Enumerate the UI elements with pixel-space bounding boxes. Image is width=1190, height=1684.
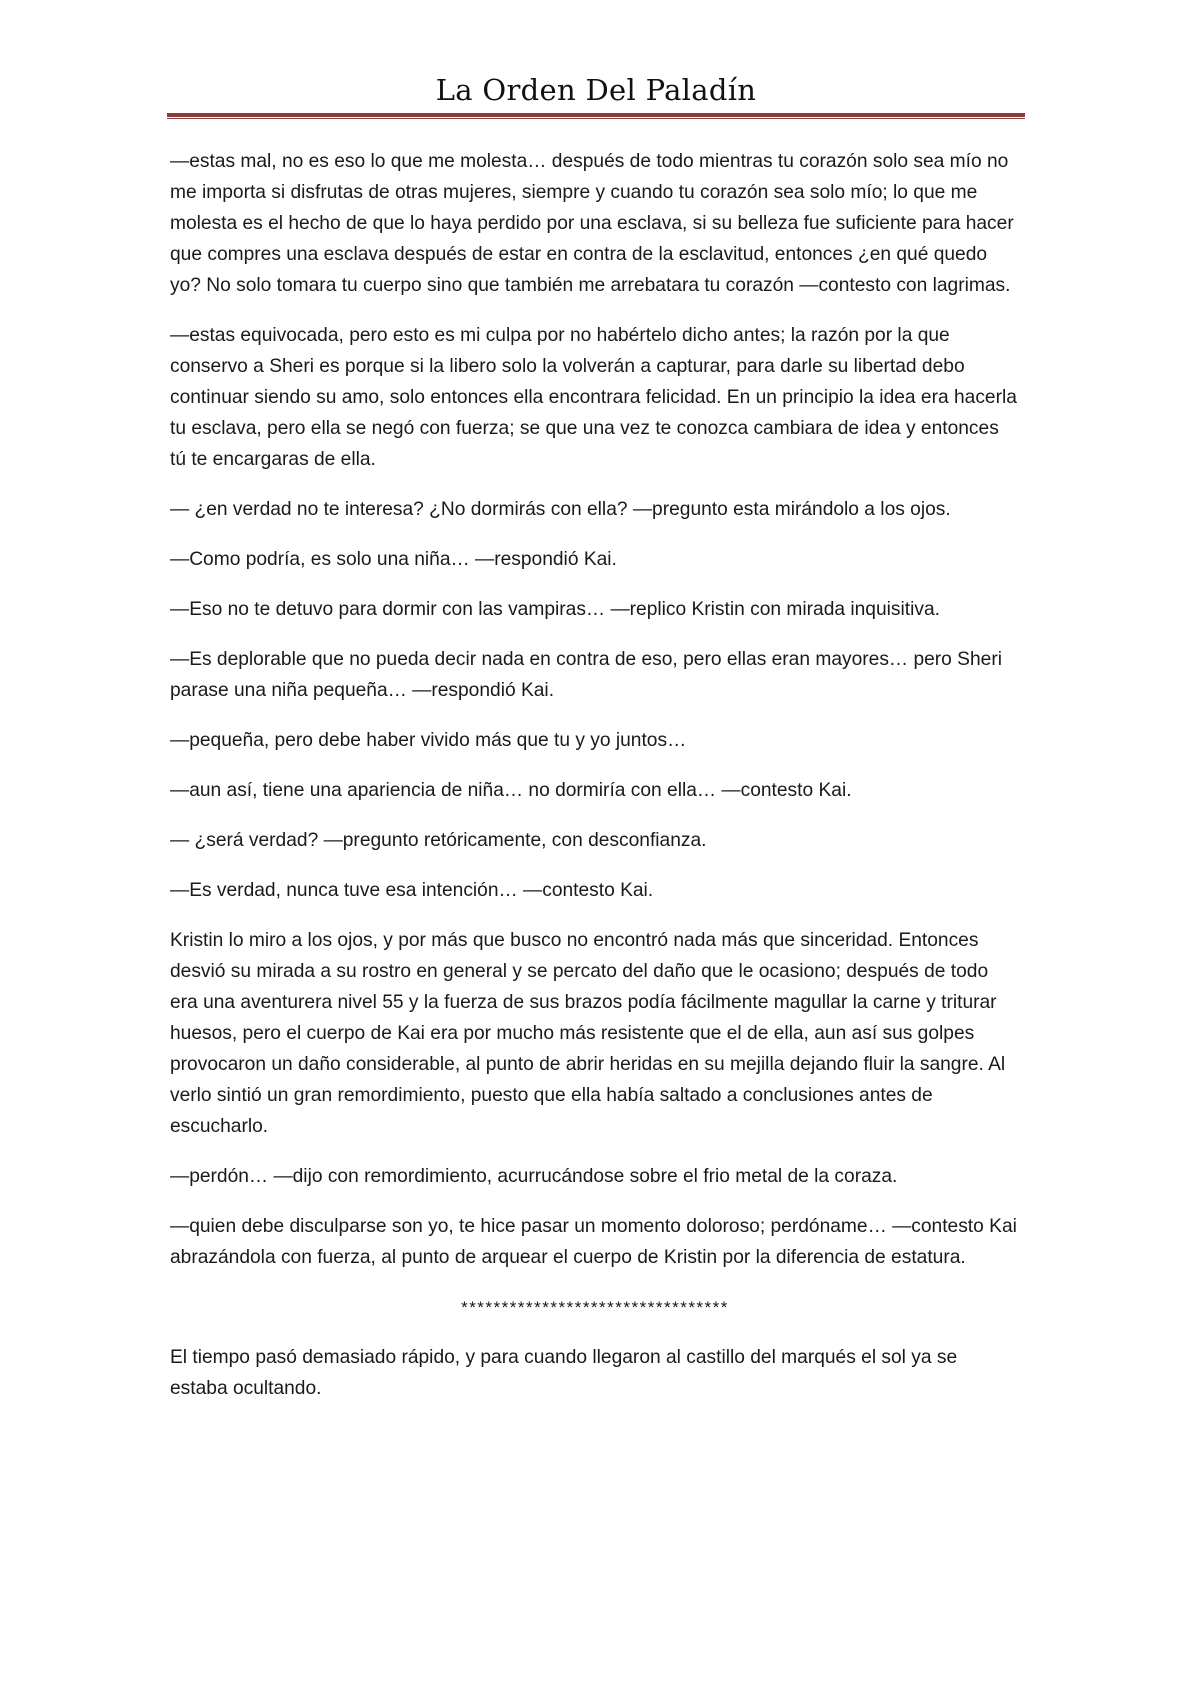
paragraph: Kristin lo miro a los ojos, y por más que busco no encontró nada más que sinceridad. Entonces desvió su mirada a su rostro en general y se percato del daño que le ocasiono; después de todo era una aventurera nivel 55 y la fuerza de sus brazos podía fácilmente magullar la carne y triturar huesos, pero el cuerpo de Kai era por mucho más resistente que el de ella, aun así sus golpes provocaron un daño considerable, al punto de abrir heridas en su mejilla dejando fluir la sangre. Al verlo sintió un gran remordimiento, puesto que ella había saltado a conclusiones antes de escucharlo.	[170, 930, 1006, 1137]
paragraph: —estas equivocada, pero esto es mi culpa por no habértelo dicho antes; la razón por la que conservo a Sheri es porque si la libero solo la volverán a capturar, para darle su libertad debo continuar siendo su amo, solo entonces ella encontrara felicidad. En un principio la idea era hacerla tu esclava, pero ella se negó con fuerza; se que una vez te conozca cambiara de idea y entonces tú te encargaras de ella.	[170, 325, 1017, 470]
page-header	[167, 70, 1025, 110]
paragraph: —Como podría, es solo una niña… —respondió Kai.	[170, 549, 617, 570]
scene-separator: *********************************	[461, 1298, 729, 1317]
body-text	[170, 146, 1020, 1423]
paragraph: —aun así, tiene una apariencia de niña… no dormiría con ella… —contesto Kai.	[170, 780, 852, 801]
paragraph: — ¿será verdad? —pregunto retóricamente, con desconfianza.	[170, 830, 707, 851]
paragraph: — ¿en verdad no te interesa? ¿No dormirás con ella? —pregunto esta mirándolo a los ojos.	[170, 499, 951, 520]
paragraph: —estas mal, no es eso lo que me molesta… después de todo mientras tu corazón solo sea mío no me importa si disfrutas de otras mujeres, siempre y cuando tu corazón sea solo mío; lo que me molesta es el hecho de que lo haya perdido por una esclava, si su belleza fue suficiente para hacer que compres una esclava después de estar en contra de la esclavitud, entonces ¿en qué quedo yo? No solo tomara tu cuerpo sino que también me arrebatara tu corazón —contesto con lagrimas.	[170, 151, 1014, 296]
header-rule-thin	[167, 118, 1025, 119]
paragraph: —Es verdad, nunca tuve esa intención… —contesto Kai.	[170, 880, 654, 901]
header-rule-thick	[167, 113, 1025, 117]
paragraph: —quien debe disculparse son yo, te hice pasar un momento doloroso; perdóname… —contesto Kai abrazándola con fuerza, al punto de arquear el cuerpo de Kristin por la diferencia de estatura.	[170, 1216, 1017, 1268]
book-title: La Orden Del Paladín	[435, 73, 757, 107]
paragraph: —pequeña, pero debe haber vivido más que tu y yo juntos…	[170, 730, 687, 751]
paragraph: —Es deplorable que no pueda decir nada en contra de eso, pero ellas eran mayores… pero Sheri parase una niña pequeña… —respondió Kai.	[170, 649, 1002, 701]
closing-paragraph: El tiempo pasó demasiado rápido, y para cuando llegaron al castillo del marqués el sol ya se estaba ocultando.	[170, 1347, 958, 1399]
paragraph: —perdón… —dijo con remordimiento, acurrucándose sobre el frio metal de la coraza.	[170, 1166, 898, 1187]
paragraph: —Eso no te detuvo para dormir con las vampiras… —replico Kristin con mirada inquisitiva.	[170, 599, 940, 620]
